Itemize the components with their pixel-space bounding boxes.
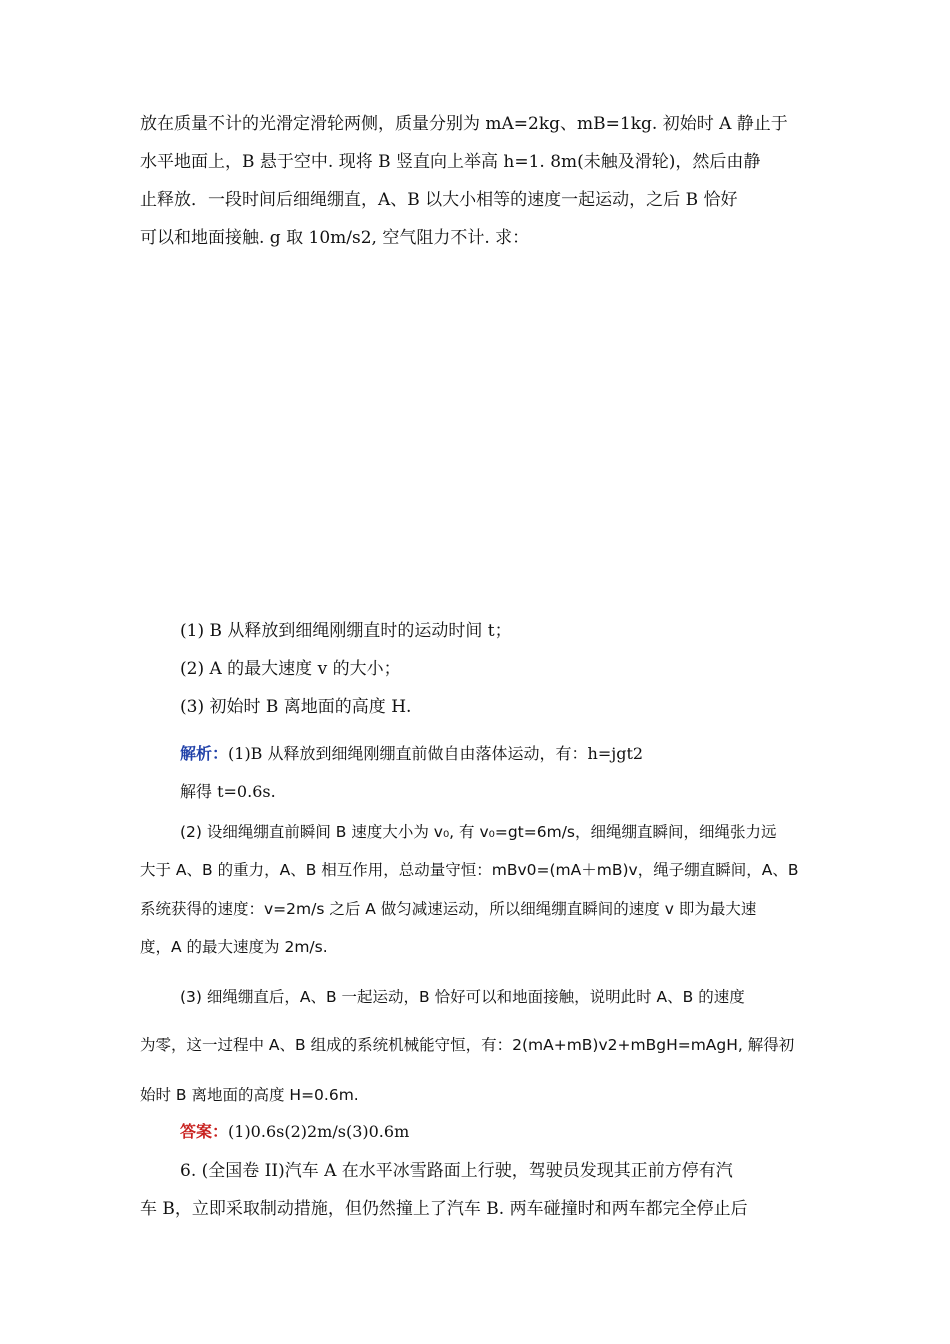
solution-part-3-line: (3) 细绳绷直后，A、B 一起运动，B 恰好可以和地面接触，说明此时 A、B 的速度 bbox=[180, 988, 745, 1006]
problem-line: 放在质量不计的光滑定滑轮两侧，质量分别为 mA=2kg、mB=1kg. 初始时 A 静止于 bbox=[140, 114, 788, 134]
question-1: (1) B 从释放到细绳刚绷直时的运动时间 t； bbox=[180, 621, 512, 641]
problem-line: 水平地面上，B 悬于空中. 现将 B 竖直向上举高 h=1. 8m(未触及滑轮)，然后由静 bbox=[140, 152, 761, 172]
answer-label: 答案： bbox=[180, 1122, 229, 1141]
question-2: (2) A 的最大速度 v 的大小； bbox=[180, 659, 401, 679]
solution-part-2-line: 大于 A、B 的重力，A、B 相互作用，总动量守恒：mBv0=(mA＋mB)v，绳子绷直瞬间，A、B bbox=[140, 861, 799, 879]
problem-statement bbox=[140, 105, 820, 257]
next-problem-line: 6. (全国卷 II)汽车 A 在水平冰雪路面上行驶，驾驶员发现其正前方停有汽 bbox=[180, 1161, 733, 1181]
answer bbox=[180, 1115, 409, 1149]
solution-part-3-line: 始时 B 离地面的高度 H=0.6m. bbox=[140, 1086, 359, 1104]
solution-label: 解析： bbox=[180, 744, 229, 763]
solution-part-1 bbox=[180, 737, 643, 771]
solution-step-1: (1)B 从释放到细绳刚绷直前做自由落体运动，有：h=jgt2 bbox=[228, 744, 644, 763]
solution-part-2-line: (2) 设细绳绷直前瞬间 B 速度大小为 v₀, 有 v₀=gt=6m/s，细绳绷直瞬间，细绳张力远 bbox=[180, 823, 777, 841]
solution-step-1-result: 解得 t=0.6s. bbox=[180, 782, 276, 801]
next-problem bbox=[140, 1152, 820, 1228]
next-problem-line: 车 B，立即采取制动措施，但仍然撞上了汽车 B. 两车碰撞时和两车都完全停止后 bbox=[140, 1199, 748, 1219]
problem-line: 可以和地面接触. g 取 10m/s2, 空气阻力不计. 求： bbox=[140, 228, 530, 248]
solution-part-2-line: 系统获得的速度：v=2m/s 之后 A 做匀减速运动，所以细绳绷直瞬间的速度 v 即为最大速 bbox=[140, 900, 757, 918]
question-3: (3) 初始时 B 离地面的高度 H. bbox=[180, 697, 412, 717]
solution-part-3-line: 为零，这一过程中 A、B 组成的系统机械能守恒，有：2(mA+mB)v2+mBgH=mAgH, 解得初 bbox=[140, 1036, 795, 1054]
solution-part-2-line: 度，A 的最大速度为 2m/s. bbox=[140, 938, 328, 956]
answer-text: (1)0.6s(2)2m/s(3)0.6m bbox=[228, 1122, 410, 1141]
problem-line: 止释放．一段时间后细绳绷直，A、B 以大小相等的速度一起运动，之后 B 恰好 bbox=[140, 190, 738, 210]
